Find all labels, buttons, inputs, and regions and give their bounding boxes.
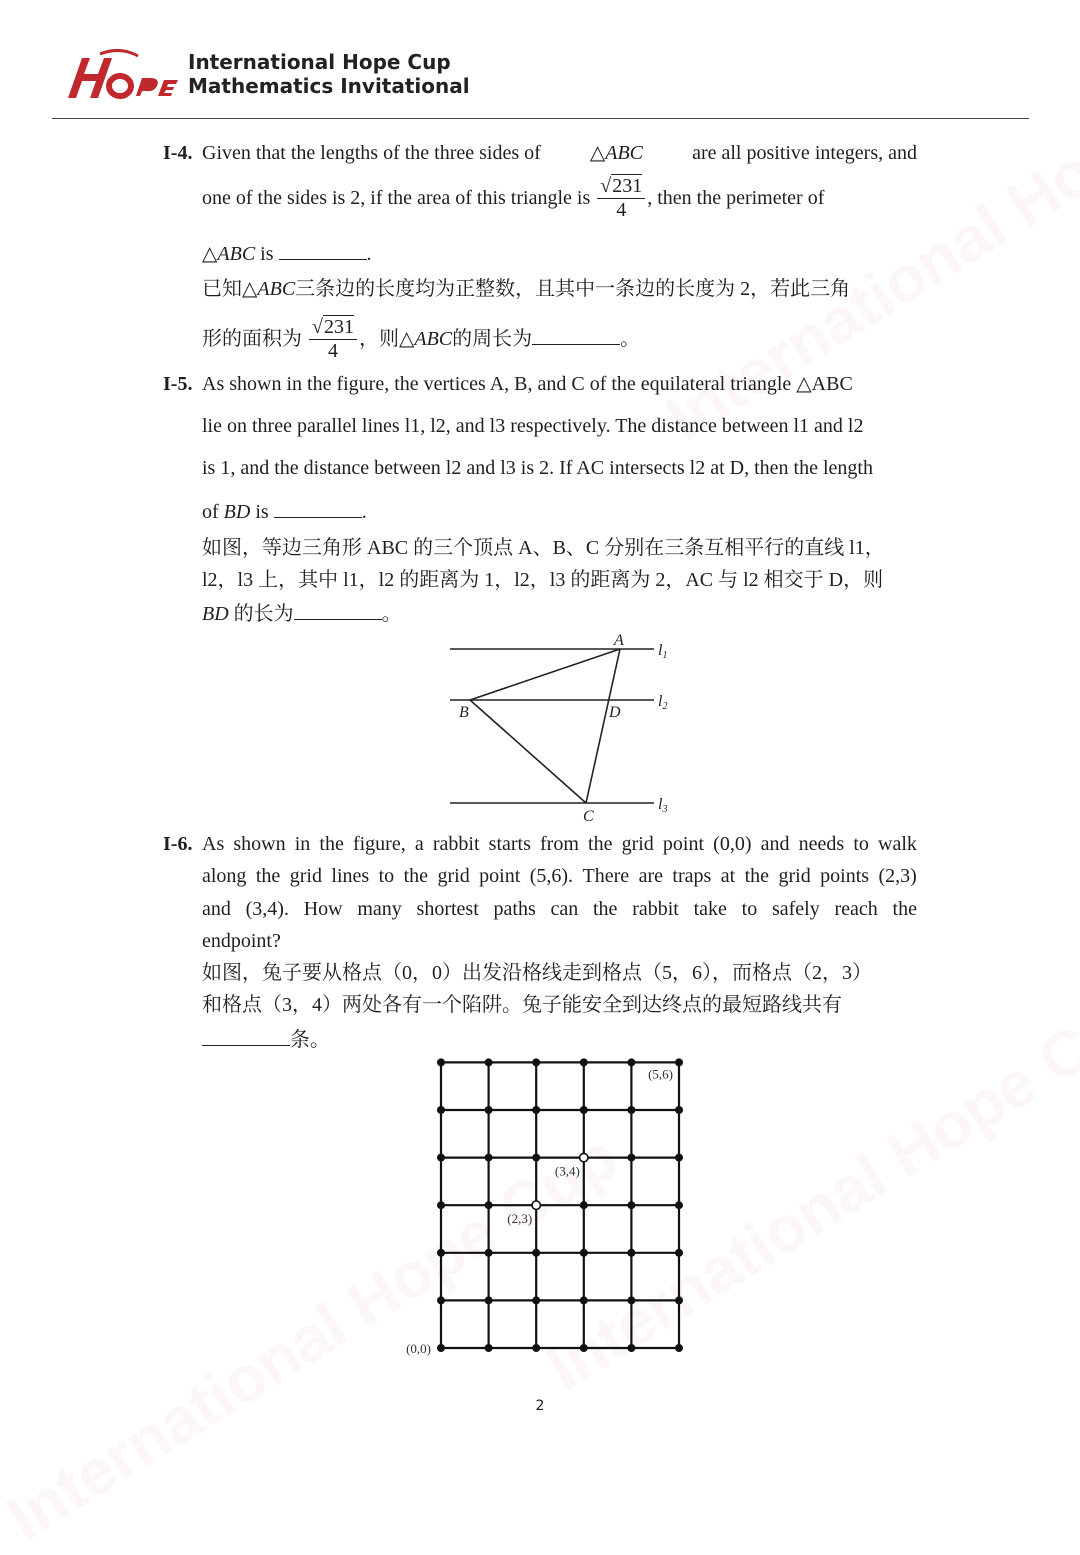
header-divider (52, 118, 1029, 119)
problem-text-line-zh: 已知△ABC三条边的长度均为正整数，且其中一条边的长度为 2，若此三角 (202, 278, 851, 300)
word: grid (621, 833, 654, 855)
grid-point (485, 1106, 493, 1114)
grid-point (580, 1344, 588, 1352)
brand-line-1: International Hope Cup (188, 50, 451, 74)
problem-text-line: △ABC is . (202, 239, 372, 267)
grid-figure (395, 1058, 695, 1363)
word: figure, (352, 833, 406, 855)
word: point (479, 865, 521, 887)
problem-text-line (202, 831, 917, 857)
triangle-figure (440, 628, 680, 828)
problem-text-line-zh: 条。 (202, 1025, 330, 1053)
text-segment: are all positive integers, and (692, 142, 917, 164)
word: to (853, 833, 869, 855)
side-BC (470, 700, 586, 803)
problem-text-line-zh: 如图，兔子要从格点（0，0）出发沿格线走到格点（5，6），而格点（2，3） (202, 962, 872, 984)
grid-point (627, 1058, 635, 1066)
problem-number: I-6. (163, 833, 193, 855)
word: (0,0) (713, 833, 752, 855)
word: from (540, 833, 579, 855)
problem-text-line-zh: 如图，等边三角形 ABC 的三个顶点 A、B、C 分别在三条互相平行的直线 l1， (202, 537, 885, 559)
word: the (593, 898, 618, 920)
grid-point (532, 1106, 540, 1114)
word: rabbit (632, 898, 679, 920)
grid-point (675, 1154, 683, 1162)
grid-point (485, 1344, 493, 1352)
grid-point (580, 1058, 588, 1066)
problem-text-line: endpoint? (202, 930, 281, 952)
grid-point (485, 1249, 493, 1257)
grid-point (485, 1154, 493, 1162)
grid-point (437, 1344, 445, 1352)
word: grid (437, 865, 470, 887)
word: lines (331, 865, 370, 887)
word: the (744, 865, 770, 887)
word: rabbit (432, 833, 480, 855)
word: the (255, 865, 281, 887)
grid-point (437, 1058, 445, 1066)
problem-text-line: of BD is . (202, 497, 367, 525)
word: at (720, 865, 736, 887)
word: shown (233, 833, 286, 855)
word: to (378, 865, 395, 887)
word: and (202, 898, 231, 920)
grid-point (675, 1106, 683, 1114)
grid-point (532, 1296, 540, 1304)
grid-point (675, 1344, 683, 1352)
word: the (588, 833, 613, 855)
word: needs (798, 833, 845, 855)
text-segment: , then the perimeter of (647, 187, 825, 210)
word: grid (778, 865, 811, 887)
answer-blank[interactable] (532, 324, 620, 345)
grid-point (675, 1201, 683, 1209)
grid-point (532, 1344, 540, 1352)
word: reach (834, 898, 878, 920)
word: a (414, 833, 424, 855)
vertex-label-B: B (459, 704, 469, 721)
grid-point (675, 1296, 683, 1304)
hope-logo (60, 48, 180, 102)
grid-point (627, 1344, 635, 1352)
answer-blank[interactable] (274, 497, 362, 518)
trap-label: (3,4) (554, 1163, 580, 1179)
word: grid (289, 865, 322, 887)
grid-point (580, 1296, 588, 1304)
text-segment: Given that the lengths of the three sides of (202, 142, 541, 164)
grid-point (627, 1106, 635, 1114)
problem-text-line-zh: 和格点（3，4）两处各有一个陷阱。兔子能安全到达终点的最短路线共有 (202, 994, 842, 1016)
grid-point (627, 1296, 635, 1304)
problem-text-line (202, 140, 917, 166)
grid-point (485, 1201, 493, 1209)
word: (2,3) (878, 865, 917, 887)
word: can (550, 898, 579, 920)
problem-text-line (202, 863, 917, 889)
answer-blank[interactable] (202, 1025, 290, 1046)
problem-text-line-zh: 形的面积为 $\frac{√231}{4}$ ，则△ABC的周长为 。 (202, 316, 641, 362)
problem-text-line: As shown in the figure, the vertices A, B, and C of the equilateral triangle △ABC (202, 373, 853, 395)
vertex-label-C: C (583, 808, 594, 825)
grid-point (437, 1106, 445, 1114)
word: paths (493, 898, 536, 920)
grid-point (580, 1106, 588, 1114)
trap-label: (2,3) (507, 1211, 533, 1227)
grid-point (532, 1058, 540, 1066)
word: and (760, 833, 790, 855)
problem-number: I-4. (163, 142, 193, 164)
text-segment: △ABC (589, 142, 644, 164)
side-AC (586, 649, 620, 803)
grid-point (437, 1249, 445, 1257)
grid-point (532, 1154, 540, 1162)
problem-text-line: lie on three parallel lines l1, l2, and l3 respectively. The distance between l1 and l2 (202, 415, 864, 437)
grid-point (485, 1296, 493, 1304)
word: take (693, 898, 727, 920)
problem-text-line-zh: BD 的长为 。 (202, 599, 402, 627)
grid-point (627, 1201, 635, 1209)
word: (5,6). (529, 865, 574, 887)
grid-point (627, 1249, 635, 1257)
word: safely (771, 898, 820, 920)
trap-point (532, 1201, 540, 1209)
brand-title (188, 50, 470, 98)
word: How (303, 898, 343, 920)
word: points (820, 865, 870, 887)
grid-point (485, 1058, 493, 1066)
brand-line-2: Mathematics Invitational (188, 74, 470, 98)
word: along (202, 865, 247, 887)
start-label: (0,0) (406, 1341, 431, 1356)
word: the (892, 898, 917, 920)
vertex-label-A: A (614, 632, 624, 649)
word: shortest (416, 898, 479, 920)
grid-point (627, 1154, 635, 1162)
grid-point (437, 1296, 445, 1304)
problem-text-line (202, 896, 917, 922)
grid-point (580, 1249, 588, 1257)
fraction: $\frac{√231}{4}$ (597, 174, 645, 221)
problem-text-line-zh: l2，l3 上，其中 l1，l2 的距离为 1，l2，l3 的距离为 2，AC 与 l2 相交于 D，则 (202, 569, 884, 591)
text-segment: one of the sides is 2, if the area of this triangle is (202, 187, 591, 210)
line-label-l3: l3 (658, 796, 668, 815)
word: walk (878, 833, 917, 855)
grid-point (580, 1201, 588, 1209)
end-label: (5,6) (648, 1066, 673, 1082)
trap-point (580, 1153, 588, 1161)
line-label-l1: l1 (658, 642, 668, 661)
answer-blank[interactable] (294, 599, 382, 620)
word: to (741, 898, 758, 920)
grid-point (532, 1249, 540, 1257)
fraction: $\frac{√231}{4}$ (309, 315, 357, 362)
word: the (319, 833, 344, 855)
grid-point (437, 1154, 445, 1162)
word: many (357, 898, 402, 920)
page-number: 2 (535, 1398, 545, 1414)
grid-point (675, 1058, 683, 1066)
grid-point (675, 1249, 683, 1257)
vertex-label-D: D (609, 704, 621, 721)
word: As (202, 833, 225, 855)
problem-number: I-5. (163, 373, 193, 395)
word: starts (488, 833, 531, 855)
word: traps (672, 865, 712, 887)
line-label-l2: l2 (658, 693, 668, 712)
answer-blank[interactable] (279, 239, 367, 260)
word: There (582, 865, 630, 887)
word: in (294, 833, 311, 855)
word: are (638, 865, 663, 887)
side-AB (470, 649, 620, 700)
problem-text-line: is 1, and the distance between l2 and l3 is 2. If AC intersects l2 at D, then the length (202, 457, 873, 479)
grid-point (437, 1201, 445, 1209)
word: (3,4). (245, 898, 289, 920)
problem-text-line (202, 176, 824, 223)
word: the (403, 865, 429, 887)
word: point (662, 833, 705, 855)
